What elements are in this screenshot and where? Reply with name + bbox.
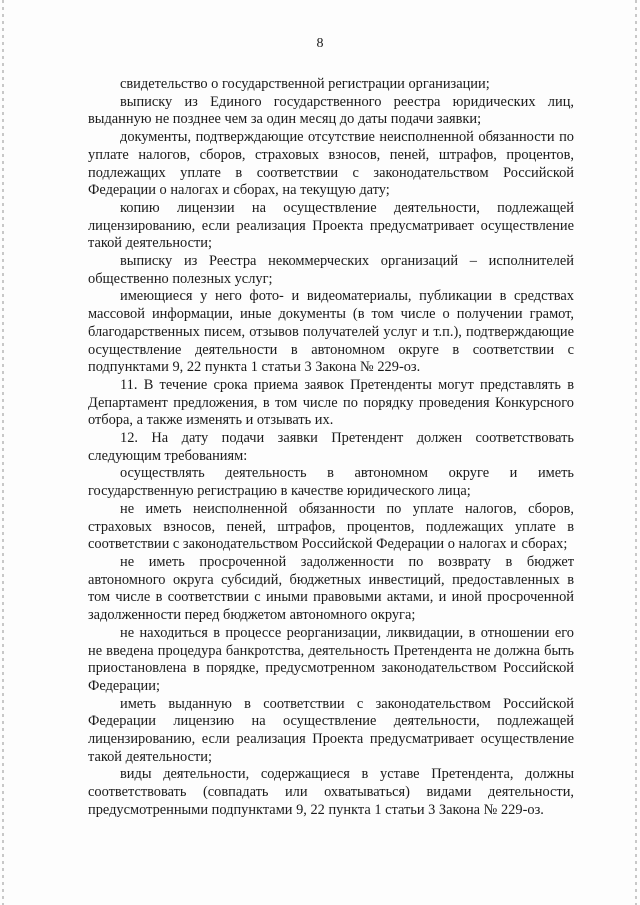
scan-edge-right bbox=[635, 0, 637, 905]
paragraph: не иметь просроченной задолженности по возврату в бюджет автономного округа субсидий, бюджетных инвестиций, предоставленных в том числе в соответствии с иными правовыми актами, и иной просроченной задолженности перед бюджетом автономного округа; bbox=[88, 553, 574, 624]
paragraph: не иметь неисполненной обязанности по уплате налогов, сборов, страховых взносов, пеней, штрафов, процентов, подлежащих уплате в соответствии с законодательством Российской Федерации о налогах и сборах; bbox=[88, 500, 574, 553]
paragraph: осуществлять деятельность в автономном округе и иметь государственную регистрацию в качестве юридического лица; bbox=[88, 465, 574, 500]
paragraph: выписку из Единого государственного реестра юридических лиц, выданную не позднее чем за один месяц до даты подачи заявки; bbox=[88, 93, 574, 128]
paragraph: имеющиеся у него фото- и видеоматериалы, публикации в средствах массовой информации, иные документы (в том числе о получении грамот, благодарственных писем, отзывов получателей услуг и т.п.), подтверждающие осуществление деятельности в автономном округе в соответствии с подпунктами 9, 22 пункта 1 статьи 3 Закона № 229-оз. bbox=[88, 288, 574, 376]
paragraph: виды деятельности, содержащиеся в уставе Претендента, должны соответствовать (совпадать или охватываться) видами деятельности, предусмотренными подпунктами 9, 22 пункта 1 статьи 3 Закона № 229-оз. bbox=[88, 766, 574, 818]
paragraph: документы, подтверждающие отсутствие неисполненной обязанности по уплате налогов, сборов, страховых взносов, пеней, штрафов, процентов, подлежащих уплате в соответствии с законодательством Российской Федерации о налогах и сборах, на текущую дату; bbox=[88, 129, 574, 199]
paragraph: не находиться в процессе реорганизации, ликвидации, в отношении его не введена процедура банкротства, деятельность Претендента не должна быть приостановлена в порядке, предусмотренном законодательством Российской Федерации; bbox=[88, 624, 574, 694]
scan-edge-left bbox=[2, 0, 4, 905]
paragraph: иметь выданную в соответствии с законодательством Российской Федерации лицензию на осуществление деятельности, подлежащей лицензированию, если реализация Проекта предусматривает осуществление такой деятельности; bbox=[88, 695, 574, 765]
paragraph-item-12: 12. На дату подачи заявки Претендент должен соответствовать следующим требованиям: bbox=[88, 430, 574, 464]
paragraph: выписку из Реестра некоммерческих организаций – исполнителей общественно полезных услуг; bbox=[88, 253, 574, 287]
paragraph-item-11: 11. В течение срока приема заявок Претенденты могут представлять в Департамент предложения, в том числе по порядку проведения Конкурсного отбора, а также изменять и отзывать их. bbox=[88, 376, 574, 429]
document-body bbox=[88, 76, 574, 820]
paragraph: копию лицензии на осуществление деятельности, подлежащей лицензированию, если реализация Проекта предусматривает осуществление такой деятельности; bbox=[88, 199, 574, 252]
paragraph: свидетельство о государственной регистрации организации; bbox=[120, 76, 490, 92]
page-number: 8 bbox=[316, 36, 324, 51]
